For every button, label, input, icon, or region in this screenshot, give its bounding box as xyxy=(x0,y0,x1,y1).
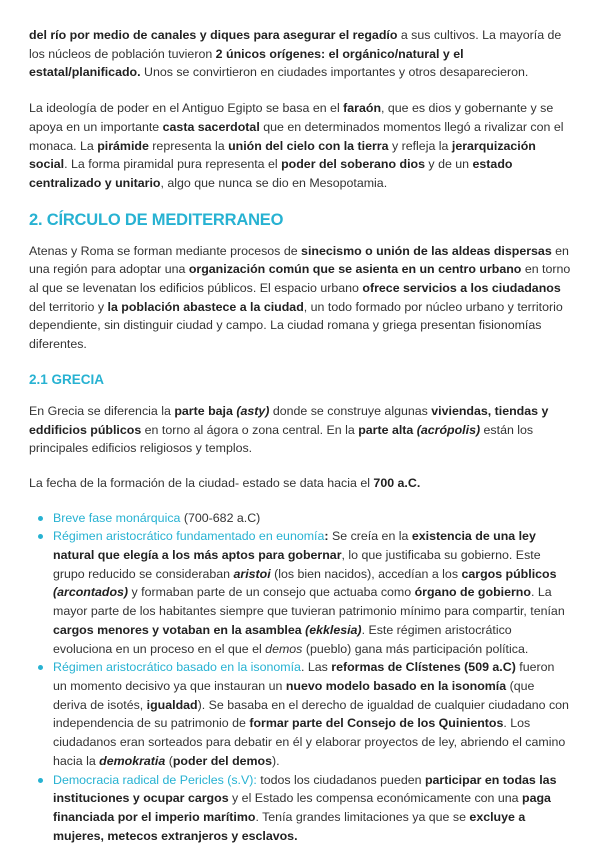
text-run: y de un xyxy=(424,157,473,172)
subsection-heading-grecia: 2.1 GRECIA xyxy=(29,371,105,387)
text-run: . La forma piramidal pura representa el xyxy=(64,157,282,172)
text-run: ). Se basaba en el derecho de igualdad de cualquier ciudadano con independencia de su patrimonio de xyxy=(53,697,569,731)
text-run: demos xyxy=(265,641,303,656)
text-run: del territorio y xyxy=(29,299,108,314)
text-run: fueron un momento decisivo ya que instauran un xyxy=(53,660,555,693)
bold-text: igualdad xyxy=(146,697,198,712)
text-run: en una región para adoptar una xyxy=(29,243,569,277)
text-run: (los bien nacidos), accedían a los xyxy=(270,566,462,581)
text-run: La ideología de poder en el Antiguo Egipto se basa en el xyxy=(29,101,344,116)
bold-text: pirámide xyxy=(97,138,149,153)
text-run: , un todo formado por núcleo urbano y territorio dependiente, sin distinguir ciudad y campo. La ciudad romana y griega presentan fisionomías diferentes. xyxy=(29,299,563,352)
bold-text: parte baja xyxy=(174,403,233,418)
text-run: En Grecia se diferencia la xyxy=(29,403,175,418)
bold-text: cargos menores y votaban en la asamblea xyxy=(53,622,302,637)
bold-text: (arcontados) xyxy=(53,585,129,600)
bold-text: sinecismo o unión de las aldeas dispersas xyxy=(301,243,552,258)
text-run: y refleja la xyxy=(388,138,452,153)
highlight-term: Breve fase monárquica xyxy=(53,510,181,525)
text-run: Unos se convirtieron en ciudades importantes y otros desaparecieron. xyxy=(140,65,529,80)
bold-text: cargos públicos xyxy=(461,566,557,581)
bold-text: órgano de gobierno xyxy=(414,585,531,600)
text-run: , lo que justificaba su gobierno. Este grupo reducido se consideraban xyxy=(53,548,541,581)
list-item-text xyxy=(53,773,556,843)
text-run: donde se construye algunas xyxy=(269,403,432,418)
bold-text: faraón xyxy=(343,101,382,116)
bold-text: nuevo modelo basado en la isonomía xyxy=(285,678,507,693)
text-run: que en determinados momentos llegó a rivalizar con el monaca. La xyxy=(29,119,564,153)
text-run: (700-682 a.C) xyxy=(180,510,261,525)
list-item xyxy=(29,771,571,846)
bullet-icon xyxy=(38,778,43,783)
bullet-icon xyxy=(38,516,43,521)
bold-text: poder del demos xyxy=(172,753,273,768)
text-run: , que es dios y gobernante y se apoya en un importante xyxy=(29,101,554,134)
text-run: (pueblo) gana más participación política. xyxy=(302,641,529,656)
list-item xyxy=(29,527,571,658)
paragraph-atenas-roma xyxy=(29,242,571,354)
bold-text: participar en todas las instituciones y ocupar cargos xyxy=(53,772,557,806)
document-page xyxy=(29,26,571,845)
list-item-text xyxy=(53,511,260,525)
paragraph-egipto xyxy=(29,99,571,193)
bold-text: 2 únicos orígenes: el orgánico/natural y el estatal/planificado. xyxy=(29,46,464,80)
bold-text: demokratia xyxy=(99,753,166,768)
text-run: . La mayor parte de los habitantes siempre que tuvieran patrimonio mínimo para compartir, tenían xyxy=(53,585,565,619)
bold-text: 700 a.C. xyxy=(373,475,421,490)
bold-text: aristoi xyxy=(233,566,271,581)
section-heading-mediterraneo: 2. CÍRCULO DE MEDITERRANEO xyxy=(29,210,284,229)
text-run: , algo que nunca se dio en Mesopotamia. xyxy=(160,175,388,190)
text-run: Se creía en la xyxy=(328,529,412,544)
bold-text: organización común que se asienta en un centro urbano xyxy=(188,262,522,277)
text-run: . Las xyxy=(300,660,332,675)
text-run: Atenas y Roma se forman mediante procesos de xyxy=(29,243,302,258)
regimes-list xyxy=(29,509,571,846)
list-item-text xyxy=(53,660,569,768)
text-run: . Tenía grandes limitaciones ya que se xyxy=(255,809,470,824)
bold-text: poder del soberano dios xyxy=(281,157,425,172)
list-item-text xyxy=(53,529,565,655)
paragraph-fecha xyxy=(29,474,571,493)
text-run: a sus cultivos. La mayoría de los núcleos de población tuvieron xyxy=(29,28,562,61)
text-run: todos los ciudadanos pueden xyxy=(256,772,425,787)
text-run: . Este régimen aristocrático evoluciona en un proceso en el que el xyxy=(53,622,512,656)
text-run: en torno al que se levenatan los edificios públicos. El espacio urbano xyxy=(29,262,571,296)
highlight-term: Régimen aristocrático basado en la isonomía xyxy=(53,660,301,675)
bold-text: formar parte del Consejo de los Quinientos xyxy=(249,716,504,731)
list-item xyxy=(29,509,571,528)
bullet-icon xyxy=(38,534,43,539)
text-run: y formaban parte de un consejo que actuaba como xyxy=(128,585,415,600)
text-run: representa la xyxy=(148,138,229,153)
bold-text: casta sacerdotal xyxy=(162,119,260,134)
bold-text: viviendas, tiendas y eddificios públicos xyxy=(29,403,549,437)
text-run: ). xyxy=(272,753,280,768)
paragraph-grecia xyxy=(29,402,571,458)
bold-text: jerarquización social xyxy=(29,138,536,172)
bold-text: la población abastece a la ciudad xyxy=(107,299,304,314)
text-run: . Los ciudadanos eran sorteados para debatir en él y elaborar proyectos de ley, abriendo el camino hacia la xyxy=(53,716,566,768)
bold-text: parte alta xyxy=(358,422,414,437)
bold-text: ofrece servicios a los ciudadanos xyxy=(362,281,561,296)
bold-text: (ekklesia) xyxy=(305,622,362,637)
bold-text: unión del cielo con la tierra xyxy=(228,138,389,153)
highlight-term: Régimen aristocrático fundamentado en eunomía xyxy=(53,529,325,544)
bold-text: (asty) xyxy=(236,403,270,418)
list-item xyxy=(29,658,571,770)
paragraph-intro xyxy=(29,26,571,82)
bold-text: del río por medio de canales y diques para asegurar el regadío xyxy=(29,28,398,42)
bold-text: : xyxy=(324,529,329,544)
text-run: en torno al ágora o zona central. En la xyxy=(141,422,359,437)
text-run: y el Estado les compensa económicamente con una xyxy=(228,791,523,806)
highlight-term: : xyxy=(253,772,257,787)
text-run: (que deriva de isotés, xyxy=(53,678,535,712)
bold-text: estado centralizado y unitario xyxy=(29,157,513,190)
bold-text: excluye a mujeres, metecos extranjeros y esclavos. xyxy=(53,809,526,843)
bullet-icon xyxy=(38,665,43,670)
text-run: La fecha de la formación de la ciudad- estado se data hacia el xyxy=(29,475,374,490)
bold-text: reformas de Clístenes (509 a.C) xyxy=(331,660,516,675)
bold-text: (acrópolis) xyxy=(416,422,481,437)
text-run: están los principales edificios religiosos y templos. xyxy=(29,422,534,456)
text-run: ( xyxy=(165,753,173,768)
highlight-term: Democracia radical de Pericles (s.V) xyxy=(53,772,254,787)
bold-text: existencia de una ley natural que elegía a los más aptos para gobernar xyxy=(53,529,536,563)
bold-text: paga financiada por el imperio marítimo xyxy=(53,791,551,824)
